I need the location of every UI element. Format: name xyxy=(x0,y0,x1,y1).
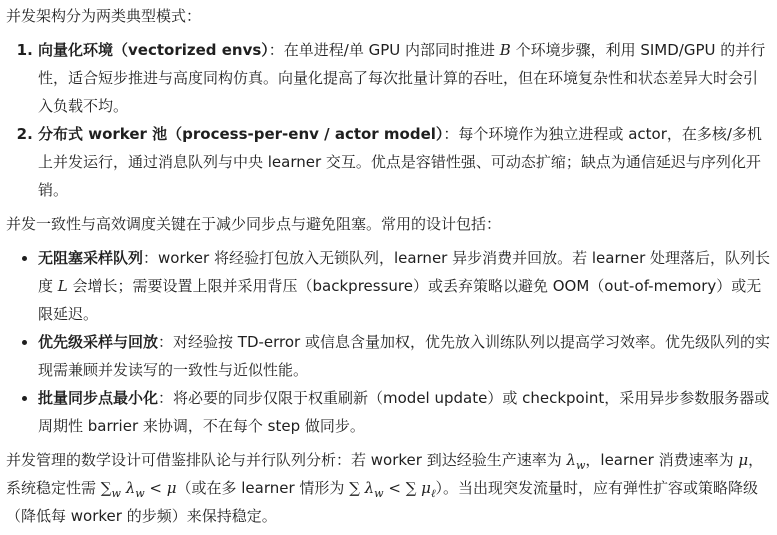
design-title: 优先级采样与回放 xyxy=(38,333,159,351)
closing-text: ，learner 消费速率为 xyxy=(585,451,739,469)
var-l: L xyxy=(57,277,68,295)
mode-item-distributed xyxy=(38,120,771,204)
design-text: ：将必要的同步仅限于权重刷新（model update）或 checkpoint，采用异步参数服务器或周期性 barrier 来协调，不在每个 step 做同步。 xyxy=(38,389,770,435)
design-title: 批量同步点最小化 xyxy=(38,389,159,407)
closing-paragraph xyxy=(6,446,771,530)
design-item-sync xyxy=(38,384,771,440)
stability-condition: $\sum_w$ $\lambda_w < \mu$ xyxy=(100,479,177,500)
mode-item-vectorized xyxy=(38,36,771,120)
mode-text: 个环境步骤，利用 SIMD/GPU 的并行性，适合短步推进与高度同构仿真。向量化提高了每次批量计算的吞吐，但在环境复杂性和状态差异大时会引入负载不均。 xyxy=(38,41,766,115)
mode-text: ：每个环境作为独立进程或 actor，在多核/多机上并发运行，通过消息队列与中央 learner 交互。优点是容错性强、可动态扩缩；缺点为通信延迟与序列化开销。 xyxy=(38,125,762,199)
designs-list xyxy=(6,244,771,440)
closing-text: ）。当出现突发流量时，应有弹性扩容或策略降级（降低每 worker 的步频）来保持稳定。 xyxy=(6,479,759,525)
design-item-priority xyxy=(38,328,771,384)
closing-text: 并发管理的数学设计可借鉴排队论与并行队列分析：若 worker 到达经验生产速率为 xyxy=(6,451,567,469)
closing-text: ，系统稳定性需 xyxy=(6,451,764,497)
design-title: 无阻塞采样队列 xyxy=(38,249,144,267)
design-text: 会增长；需要设置上限并采用背压（backpressure）或丢弃策略以避免 OOM（out-of-memory）或无限延迟。 xyxy=(38,277,762,323)
design-text: ：worker 将经验打包放入无锁队列，learner 异步消费并回放。若 learner 处理落后，队列长度 xyxy=(38,249,771,295)
mode-title: 分布式 worker 池（process-per-env / actor model） xyxy=(38,125,444,143)
mu: μ xyxy=(738,451,749,469)
design-text: ：对经验按 TD-error 或信息含量加权，优先放入训练队列以提高学习效率。优先级队列的实现需兼顾并发读写的一致性与近似性能。 xyxy=(38,333,770,379)
design-item-queue xyxy=(38,244,771,328)
multi-learner-condition: ∑ $\lambda_w$ < ∑ $\mu_\ell$ xyxy=(349,479,436,500)
closing-text: （或在多 learner 情形为 xyxy=(176,479,350,497)
modes-list xyxy=(6,36,771,204)
mode-title: 向量化环境（vectorized envs） xyxy=(38,41,269,59)
lambda-w: $\lambda_w$ xyxy=(566,451,586,472)
mode-text: ：在单进程/单 GPU 内部同时推进 xyxy=(268,41,500,59)
design-intro-paragraph: 并发一致性与高效调度关键在于减少同步点与避免阻塞。常用的设计包括： xyxy=(6,215,502,233)
var-b: B xyxy=(499,41,511,59)
intro-paragraph: 并发架构分为两类典型模式： xyxy=(6,7,202,25)
